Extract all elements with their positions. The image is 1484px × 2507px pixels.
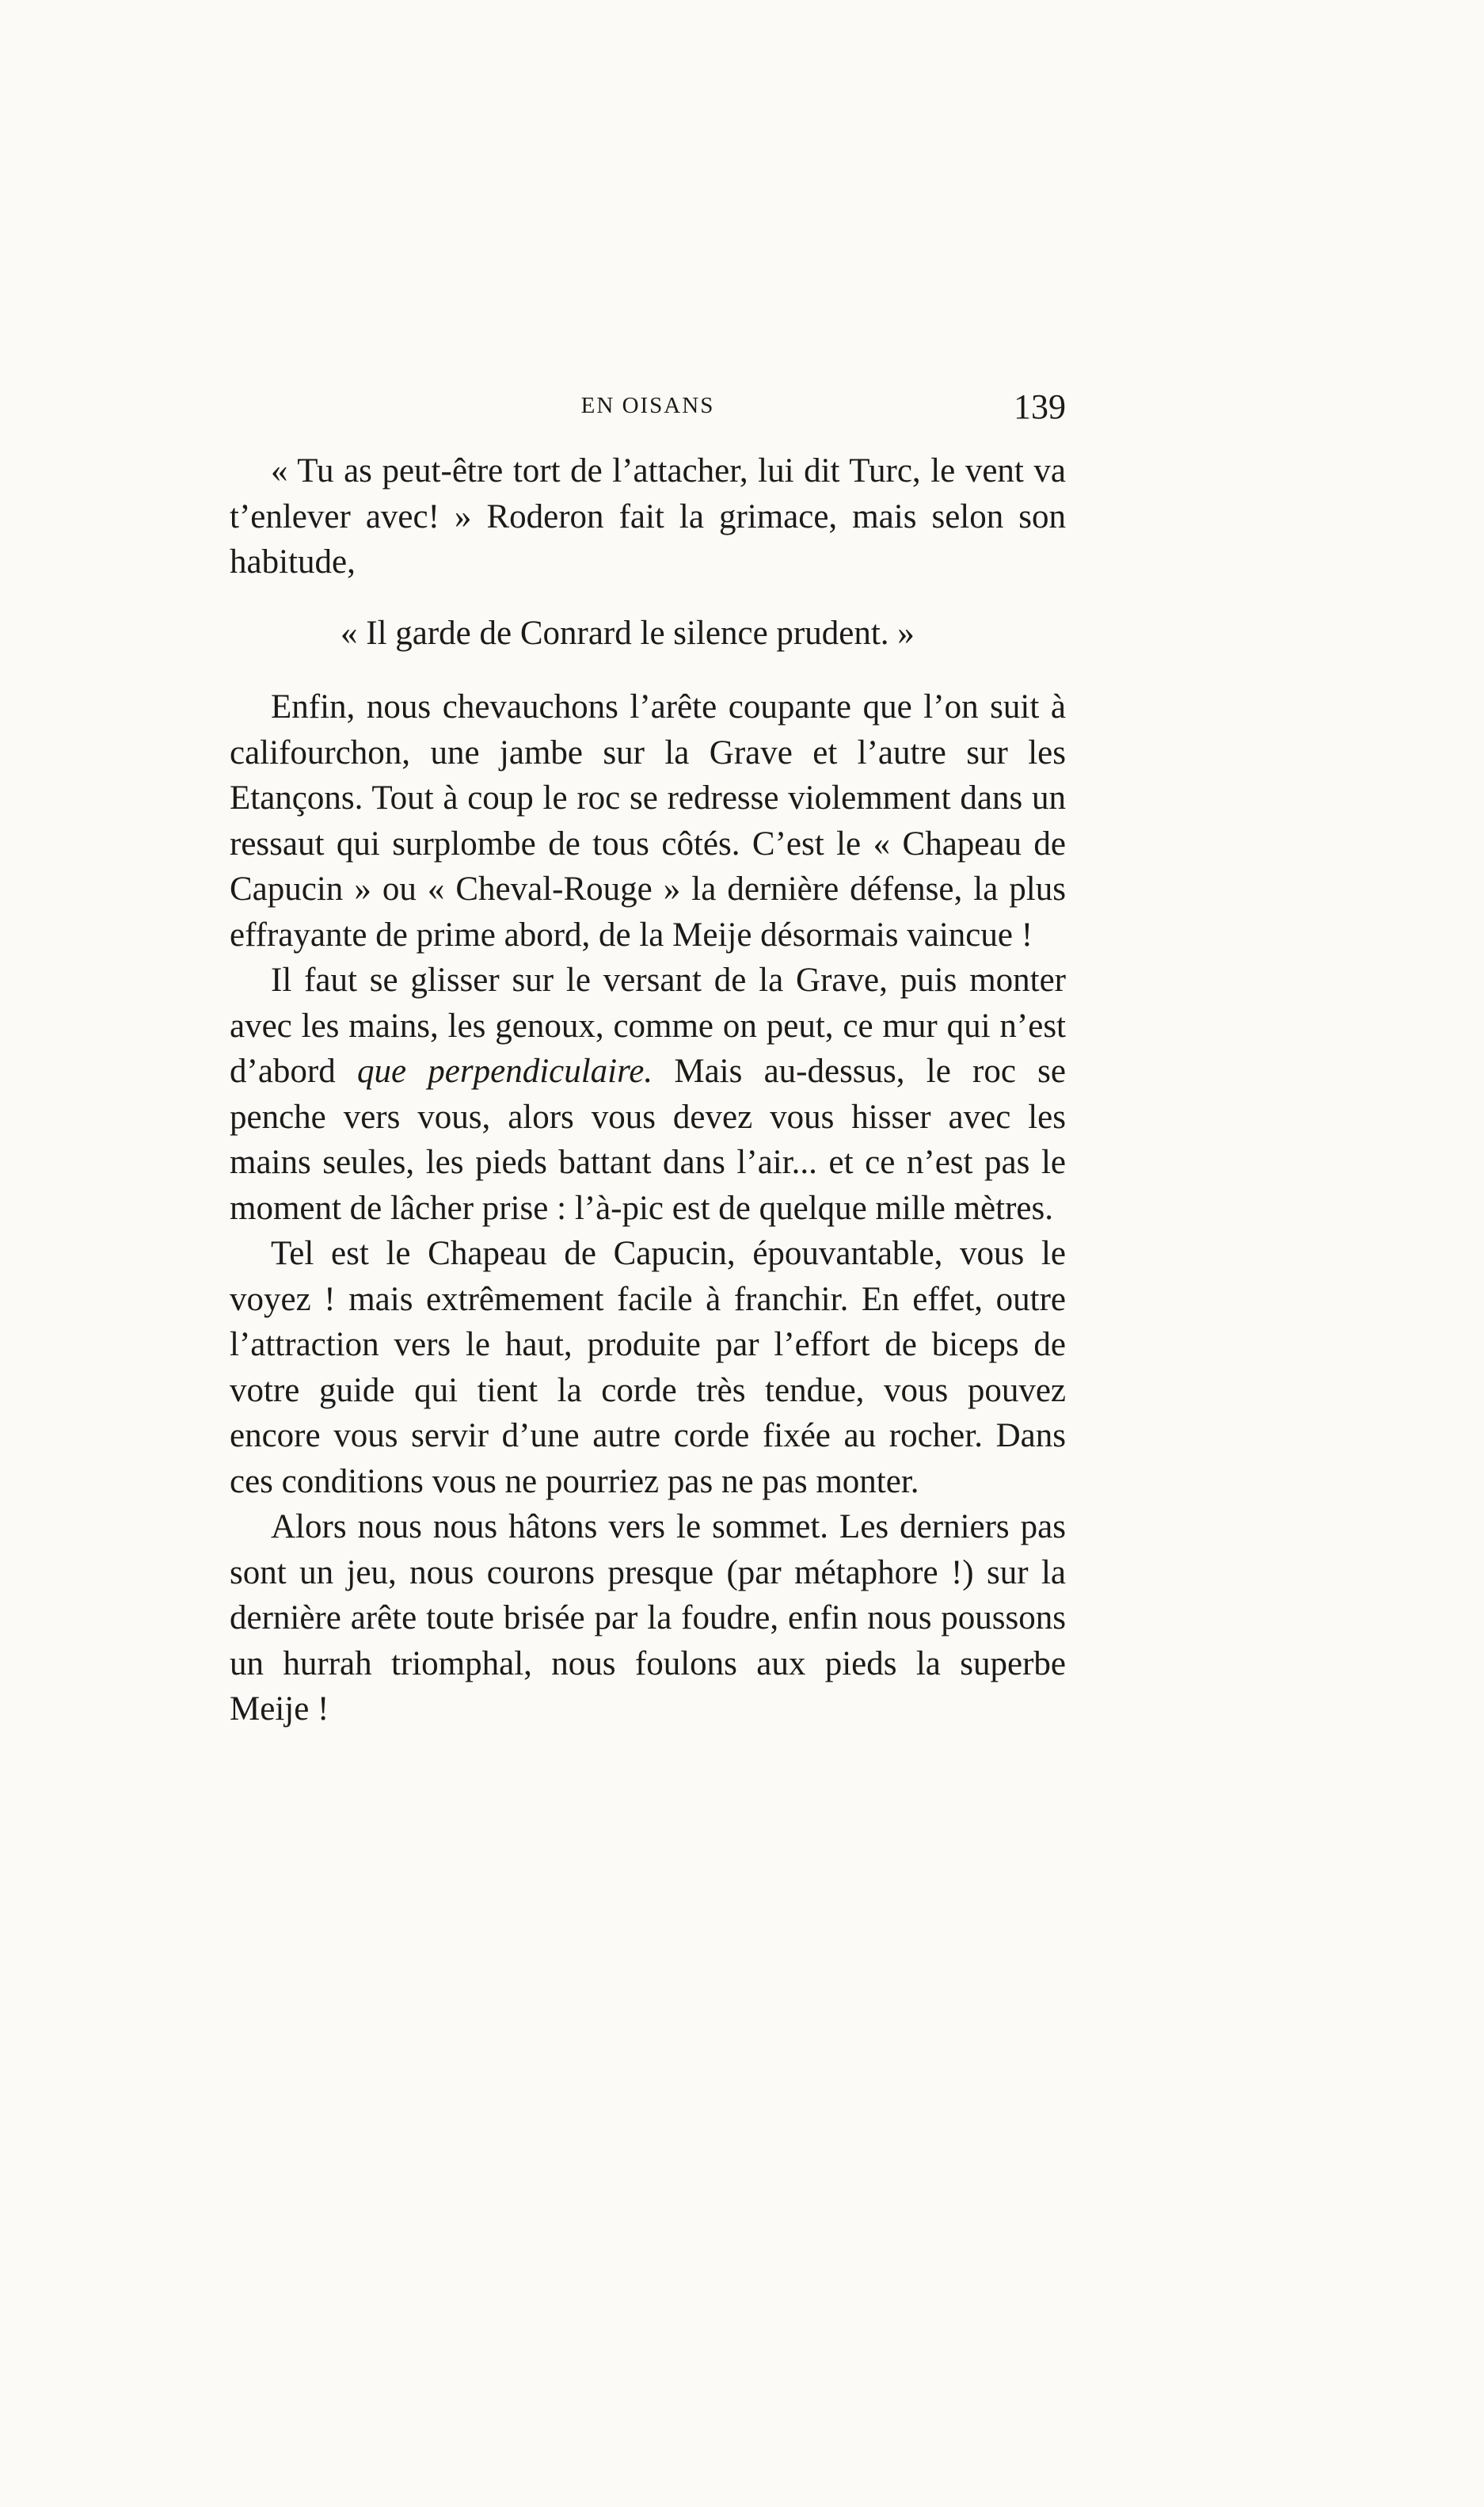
running-head — [230, 387, 1066, 434]
paragraph-3-italic: que perpendiculaire. — [356, 1053, 653, 1090]
paragraph-5: Alors nous nous hâtons vers le sommet. Les derniers pas sont un jeu, nous courons presque (par métaphore !) sur la dernière arête toute brisée par la foudre, enfin nous poussons un hurrah triomphal, nous foulons aux pieds la superbe Meije ! — [230, 1508, 1066, 1728]
paragraph-2: Enfin, nous chevauchons l’arête coupante que l’on suit à califourchon, une jambe sur la Grave et l’autre sur les Etançons. Tout à coup le roc se redresse violemment dans un ressaut qui surplombe de tous côtés. C’est le « Chapeau de Capucin » ou « Cheval-Rouge » la dernière défense, la plus effrayante de prime abord, de la Meije désormais vaincue ! — [230, 688, 1066, 954]
paragraph-4: Tel est le Chapeau de Capucin, épouvantable, vous le voyez ! mais extrêmement facile à franchir. En effet, outre l’attraction vers le haut, produite par l’effort de biceps de votre guide qui tient la corde très tendue, vous pouvez encore vous servir d’une autre corde fixée au rocher. Dans ces conditions vous ne pourriez pas ne pas monter. — [230, 1235, 1066, 1500]
running-title: EN OISANS — [580, 393, 715, 418]
body-text — [230, 448, 1066, 1732]
paragraph-3 — [230, 958, 1066, 1231]
page-number: 139 — [1014, 387, 1066, 426]
paragraph-3-text-start: Il faut se glisser sur le versant de la Grave, puis monter avec les mains, les genoux, comme on peut, ce mur qui n’est d’abord — [230, 962, 1066, 1090]
verse-quotation: « Il garde de Conrard le silence prudent. » — [341, 614, 915, 652]
paragraph-3-text-end: Mais au-dessus, le roc se penche vers vous, alors vous devez vous hisser avec les mains seules, les pieds battant dans l’air... et ce n’est pas le moment de lâcher prise : l’à-pic est de quelque mille mètres. — [230, 1053, 1067, 1227]
paragraph-1: « Tu as peut-être tort de l’attacher, lui dit Turc, le vent va t’enlever avec! » Roderon fait la grimace, mais selon son habitude, — [230, 452, 1066, 581]
